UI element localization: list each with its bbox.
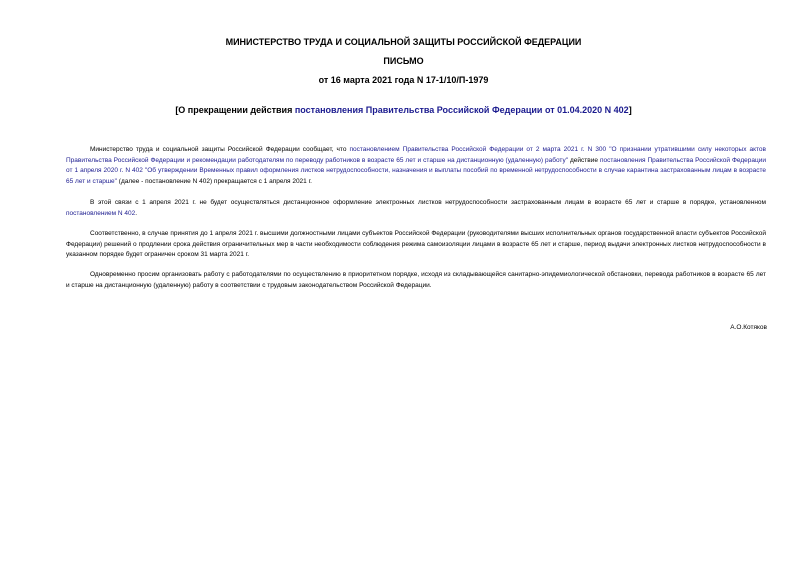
paragraph-4: Одновременно просим организовать работу с работодателями по осуществлению в приоритетном порядке, исходя из складывающейся санитарно-эпидемиологической обстановки, перевода работников в возрасте 65 лет и старше на дистанционную (удаленную) работу в соответствии с трудовым законодательством Российской Федерации.: [66, 271, 766, 289]
paragraph-2-text-1: В этой связи с 1 апреля 2021 г. не будет осуществляться дистанционное оформление электронных листков нетрудоспособности застрахованным лицам в возрасте 65 лет и старше в порядке, установленном: [90, 199, 766, 206]
title-link-resolution-402[interactable]: постановления Правительства Российской Федерации от 01.04.2020 N 402: [294, 105, 629, 115]
document-type: ПИСЬМО: [383, 56, 424, 66]
paragraph-1: [66, 145, 766, 187]
link-resolution-300[interactable]: постановлением Правительства Российской Федерации от 2 марта 2021 г. N 300 "О признании утратившими силу некоторых актов Правительства Российской Федерации и рекомендации работодателям по переводу работников в возрасте 65 лет и старше на дистанционную (удаленную) работу": [66, 146, 766, 164]
link-resolution-402-short[interactable]: постановлением N 402: [66, 209, 136, 217]
paragraph-1-text-3: (далее - постановление N 402) прекращается с 1 апреля 2021 г.: [116, 177, 312, 185]
ministry-heading: МИНИСТЕРСТВО ТРУДА И СОЦИАЛЬНОЙ ЗАЩИТЫ РОССИЙСКОЙ ФЕДЕРАЦИИ: [225, 37, 582, 47]
document-title: [0, 105, 807, 116]
paragraph-3: Соответственно, в случае принятия до 1 апреля 2021 г. высшими должностными лицами субъектов Российской Федерации (руководителями высших исполнительных органов государственной власти субъектов Российской Федерации) решений о продлении срока действия ограничительных мер в части необходимости соблюдения режима самоизоляции лицами в возрасте 65 лет и старше, период выдачи электронных листков нетрудоспособности в указанном порядке будет ограничен сроком 31 марта 2021 г.: [66, 230, 766, 258]
signature: А.О.Котяков: [730, 324, 767, 331]
paragraph-2: [66, 198, 766, 219]
title-prefix: [О прекращении действия: [175, 105, 295, 115]
document-date-number: от 16 марта 2021 года N 17-1/10/П-1979: [318, 75, 489, 85]
link-resolution-402-full[interactable]: постановления Правительства Российской Федерации от 1 апреля 2020 г. N 402 "Об утверждении Временных правил оформления листков нетрудоспособности, назначения и выплаты пособий по временной нетрудоспособности в случае карантина застрахованным лицам в возрасте 65 лет и старше": [66, 156, 767, 185]
title-suffix: ]: [628, 105, 632, 115]
paragraph-2-text-2: .: [135, 209, 138, 217]
paragraph-1-text-2: действие: [568, 156, 600, 164]
paragraph-1-text-1: Министерство труда и социальной защиты Российской Федерации сообщает, что: [90, 146, 350, 153]
